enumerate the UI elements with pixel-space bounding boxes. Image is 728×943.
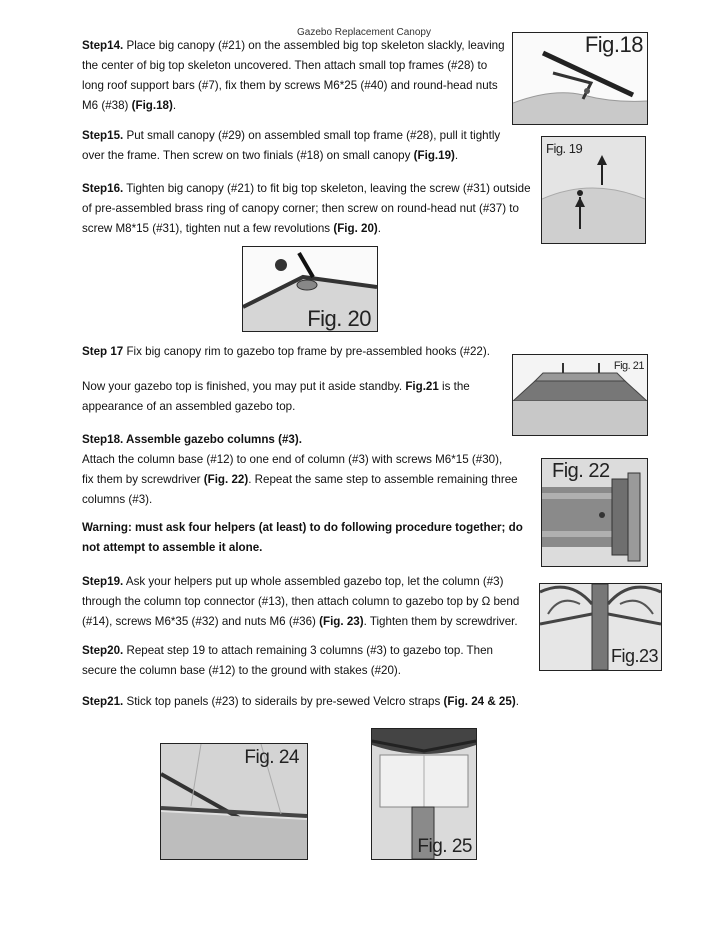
step-19-title: Step19.: [82, 575, 124, 588]
figure-20: [242, 246, 378, 332]
figure-22-label: Fig. 22: [552, 460, 610, 482]
step-21-title: Step21.: [82, 695, 124, 708]
figure-24: [160, 743, 308, 860]
figure-19: [541, 136, 646, 244]
figure-21-label: Fig. 21: [613, 360, 644, 372]
figure-22: [541, 458, 648, 567]
warning-note: Warning: must ask four helpers (at least) to do following procedure together; do not attempt to assemble it alone.: [82, 521, 523, 554]
gazebo-top-finished-note: Now your gazebo top is finished, you may put it aside standby. Fig.21 is the appearance of an assembled gazebo top.: [82, 380, 470, 413]
step-18: Step18. Assemble gazebo columns (#3). Attach the column base (#12) to one end of column (#3) with screws M6*15 (#30), fix them by screwdriver (Fig. 22). Repeat the same step to assemble remaining three columns (#3).: [82, 433, 518, 506]
figure-25-label: Fig. 25: [417, 836, 472, 857]
step-20-title: Step20.: [82, 644, 124, 657]
step-17: Step 17 Fix big canopy rim to gazebo top frame by pre-assembled hooks (#22).: [82, 345, 490, 358]
step-16-title: Step16.: [82, 182, 124, 195]
step-16: Step16. Tighten big canopy (#21) to fit big top skeleton, leaving the screw (#31) outside of pre-assembled brass ring of canopy corner; then screw on round-head nut (#37) to screw M8*15 (#31), tighten nut a few revolutions (Fig. 20).: [82, 182, 531, 235]
step-21: Step21. Stick top panels (#23) to siderails by pre-sewed Velcro straps (Fig. 24 & 25).: [82, 695, 519, 708]
figure-20-label: Fig. 20: [307, 306, 371, 331]
step-18-title: Step18. Assemble gazebo columns (#3).: [82, 433, 302, 446]
figure-23-label: Fig.23: [610, 646, 658, 666]
figure-21: [512, 354, 648, 436]
figure-25: [371, 728, 477, 860]
figure-23: [539, 583, 662, 671]
figure-19-label: Fig. 19: [546, 141, 583, 156]
step-15-title: Step15.: [82, 129, 124, 142]
step-14-title: Step14.: [82, 39, 124, 52]
figure-18: [512, 32, 648, 125]
step-19: Step19. Ask your helpers put up whole assembled gazebo top, let the column (#3) through the column top connector (#13), then attach column to gazebo top by Ω bend (#14), screws M6*35 (#32) and nuts M6 (#36) (Fig. 23). Tighten them by screwdriver.: [82, 575, 520, 628]
step-20: Step20. Repeat step 19 to attach remaining 3 columns (#3) to gazebo top. Then secure the column base (#12) to the ground with stakes (#20).: [82, 644, 493, 677]
step-15: Step15. Put small canopy (#29) on assembled small top frame (#28), pull it tightly over the frame. Then screw on two finials (#18) on small canopy (Fig.19).: [82, 129, 501, 162]
figure-18-label: Fig.18: [584, 32, 643, 57]
step-14: Step14. Place big canopy (#21) on the assembled big top skeleton slackly, leaving the center of big top skeleton uncovered. Then attach small top frames (#28) to long roof support bars (#7), fix them by screws M6*25 (#40) and round-head nuts M6 (#38) (Fig.18).: [82, 39, 505, 112]
step-17-title: Step 17: [82, 345, 124, 358]
page-header: Gazebo Replacement Canopy: [297, 27, 431, 38]
figure-24-label: Fig. 24: [244, 747, 299, 768]
